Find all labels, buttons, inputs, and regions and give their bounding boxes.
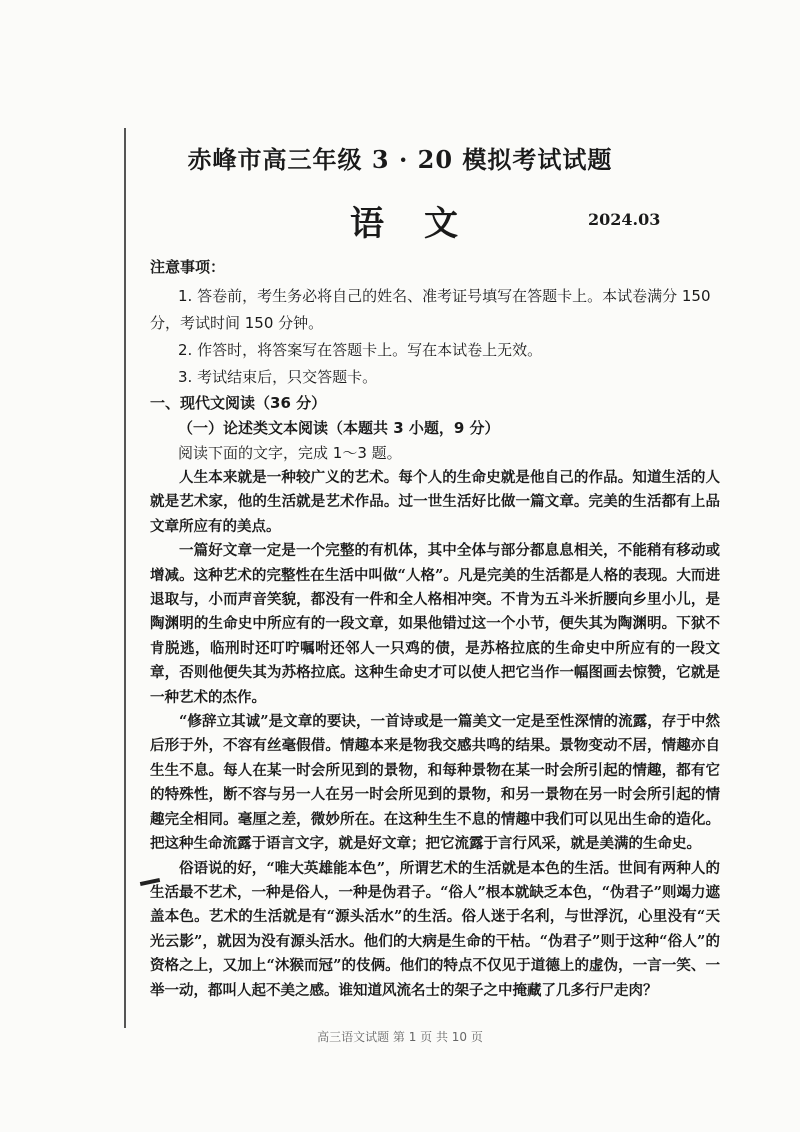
subject-title: 语文 [350, 204, 498, 244]
passage-paragraph: “修辞立其诚”是文章的要诀，一首诗或是一篇美文一定是至性深情的流露，存于中然后形于外，不容有丝毫假借。情趣本来是物我交感共鸣的结果。景物变动不居，情趣亦自生生不息。每人在某一时会所见到的景物，和每种景物在某一时会所引起的情趣，都有它的特殊性，断不容与另一人在另一时会所见到的景物，和另一景物在另一时会所引起的情趣完全相同。毫厘之差，微妙所在。在这种生生不息的情趣中我们可以见出生命的造化。把这种生命流露于语言文字，就是好文章；把它流露于言行风采，就是美满的生命史。 [150, 713, 720, 853]
note-item-2: 2. 作答时，将答案写在答题卡上。写在本试卷上无效。 [178, 341, 543, 359]
notes-heading: 注意事项： [150, 258, 226, 276]
note-item-3: 3. 考试结束后，只交答题卡。 [178, 368, 378, 386]
note-item-1: 1. 答卷前，考生务必将自己的姓名、准考证号填写在答题卡上。本试卷满分 150 分，考试时间 150 分钟。 [150, 287, 711, 332]
reading-instruction: 阅读下面的文字，完成 1～3 题。 [178, 444, 402, 462]
page-footer: 高三语文试题 第 1 页 共 10 页 [317, 1030, 483, 1044]
passage-paragraph: 人生本来就是一种较广义的艺术。每个人的生命史就是他自己的作品。知道生活的人就是艺术家，他的生活就是艺术作品。过一世生活好比做一篇文章。完美的生活都有上品文章所应有的美点。 [150, 469, 720, 535]
section-title: 一、现代文阅读（36 分） [150, 394, 327, 412]
exam-date: 2024.03 [588, 210, 661, 229]
subsection-title: （一）论述类文本阅读（本题共 3 小题，9 分） [178, 419, 500, 437]
passage-paragraph: 一篇好文章一定是一个完整的有机体，其中全体与部分都息息相关，不能稍有移动或增减。这种艺术的完整性在生活中叫做“人格”。凡是完美的生活都是人格的表现。大而进退取与，小而声音笑貌，都没有一件和全人格相冲突。不肯为五斗米折腰向乡里小儿，是陶渊明的生命史中所应有的一段文章，如果他错过这一个小节，便失其为陶渊明。下狱不肯脱逃，临刑时还叮咛嘱咐还邻人一只鸡的债，是苏格拉底的生命史中所应有的一段文章，否则他便失其为苏格拉底。这种生命史才可以使人把它当作一幅图画去惊赞，它就是一种艺术的杰作。 [150, 542, 720, 706]
binding-line [124, 128, 126, 1028]
exam-title: 赤峰市高三年级 3 · 20 模拟考试试题 [187, 145, 613, 174]
exam-notes [150, 256, 730, 391]
reading-passage [150, 466, 720, 1003]
passage-paragraph: 俗语说的好，“唯大英雄能本色”，所谓艺术的生活就是本色的生活。世间有两种人的生活最不艺术，一种是俗人，一种是伪君子。“俗人”根本就缺乏本色，“伪君子”则竭力遮盖本色。艺术的生活就是有“源头活水”的生活。俗人迷于名利，与世浮沉，心里没有“天光云影”，就因为没有源头活水。他们的大病是生命的干枯。“伪君子”则于这种“俗人”的资格之上，又加上“沐猴而冠”的伎俩。他们的特点不仅见于道德上的虚伪，一言一笑、一举一动，都叫人起不美之感。谁知道风流名士的架子之中掩藏了几多行尸走肉？ [150, 859, 720, 999]
